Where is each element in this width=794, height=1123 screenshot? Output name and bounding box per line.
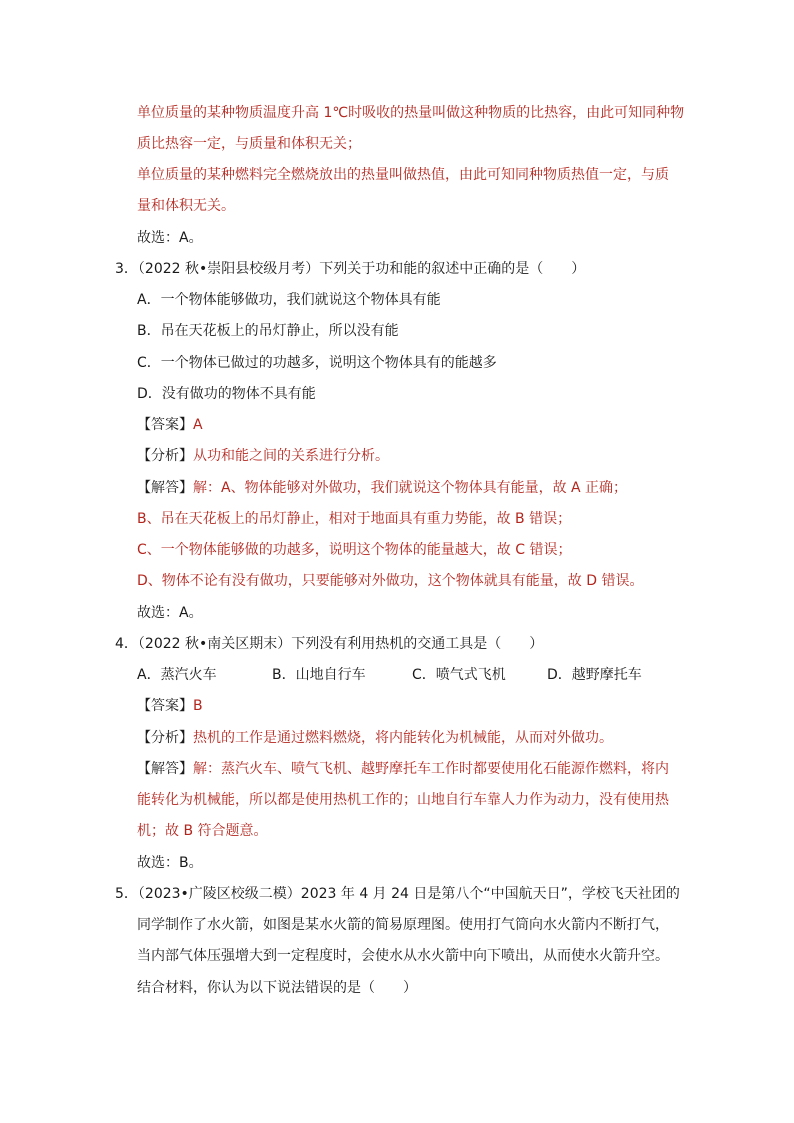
q3-answer-value: A [193, 417, 203, 433]
q4-stem: 4．（2022 秋•南关区期末）下列没有利用热机的交通工具是（ ） [115, 636, 544, 652]
intro-line-4: 量和体积无关。 [137, 198, 235, 214]
q5-stem-line-2: 同学制作了水火箭，如图是某水火箭的简易原理图。使用打气筒向水火箭内不断打气， [137, 917, 669, 933]
q4-solution-text-1: 解：蒸汽火车、喷气飞机、越野摩托车工作时都要使用化石能源作燃料，将内 [193, 761, 669, 777]
q4-option-a: A．蒸汽火车 [137, 667, 217, 683]
q3-solution-line-2: B、吊在天花板上的吊灯静止，相对于地面具有重力势能，故 B 错误； [137, 511, 572, 527]
q4-option-d: D．越野摩托车 [547, 667, 642, 683]
q4-solution-line-1 [137, 760, 669, 778]
q5-stem-line-4: 结合材料，你认为以下说法错误的是（ ） [137, 980, 417, 996]
q4-solution-line-2: 能转化为机械能，所以都是使用热机工作的；山地自行车靠人力作为动力，没有使用热 [137, 792, 669, 808]
q4-analysis-text: 热机的工作是通过燃料燃烧，将内能转化为机械能，从而对外做功。 [193, 730, 613, 746]
q3-analysis [137, 447, 389, 465]
q4-analysis-tag: 【分析】 [137, 730, 193, 746]
q3-analysis-tag: 【分析】 [137, 448, 193, 464]
q3-solution-text-1: 解：A、物体能够对外做功，我们就说这个物体具有能量，故 A 正确； [193, 480, 628, 496]
q5-stem-line-3: 当内部气体压强增大到一定程度时，会使水从水火箭中向下喷出，从而使水火箭升空。 [137, 948, 669, 964]
q3-solution-line-4: D、物体不论有没有做功，只要能够对外做功，这个物体就具有能量，故 D 错误。 [137, 573, 644, 589]
q3-conclusion: 故选：A。 [137, 605, 203, 621]
q4-conclusion: 故选：B。 [137, 855, 203, 871]
intro-line-3: 单位质量的某种燃料完全燃烧放出的热量叫做热值，由此可知同种物质热值一定，与质 [137, 167, 669, 183]
q5-stem-line-1: 5．（2023•广陵区校级二模）2023 年 4 月 24 日是第八个“中国航天日”，学校飞天社团的 [115, 886, 680, 902]
q4-solution-line-3: 机；故 B 符合题意。 [137, 823, 268, 839]
q4-option-b: B．山地自行车 [272, 667, 366, 683]
q3-option-b: B．吊在天花板上的吊灯静止，所以没有能 [137, 323, 399, 339]
q4-analysis [137, 729, 613, 747]
q3-solution-line-1 [137, 479, 627, 497]
q3-analysis-text: 从功和能之间的关系进行分析。 [193, 448, 389, 464]
q3-answer-tag: 【答案】 [137, 417, 193, 433]
q4-option-c: C．喷气式飞机 [412, 667, 506, 683]
q3-option-c: C．一个物体已做过的功越多，说明这个物体具有的能越多 [137, 355, 497, 371]
q3-option-a: A．一个物体能够做功，我们就说这个物体具有能 [137, 292, 441, 308]
q3-solution-tag: 【解答】 [137, 480, 193, 496]
q4-solution-tag: 【解答】 [137, 761, 193, 777]
q3-answer [137, 416, 203, 434]
intro-line-1: 单位质量的某种物质温度升高 1℃时吸收的热量叫做这种物质的比热容，由此可知同种物 [137, 105, 685, 121]
q4-answer-value: B [193, 698, 203, 714]
q3-option-d: D．没有做功的物体不具有能 [137, 386, 316, 402]
q3-stem: 3．（2022 秋•崇阳县校级月考）下列关于功和能的叙述中正确的是（ ） [115, 261, 586, 277]
intro-line-2: 质比热容一定，与质量和体积无关； [137, 136, 361, 152]
q3-solution-line-3: C、一个物体能够做的功越多，说明这个物体的能量越大，故 C 错误； [137, 542, 572, 558]
q4-answer-tag: 【答案】 [137, 698, 193, 714]
intro-conclusion: 故选：A。 [137, 230, 203, 246]
q4-answer [137, 697, 203, 715]
